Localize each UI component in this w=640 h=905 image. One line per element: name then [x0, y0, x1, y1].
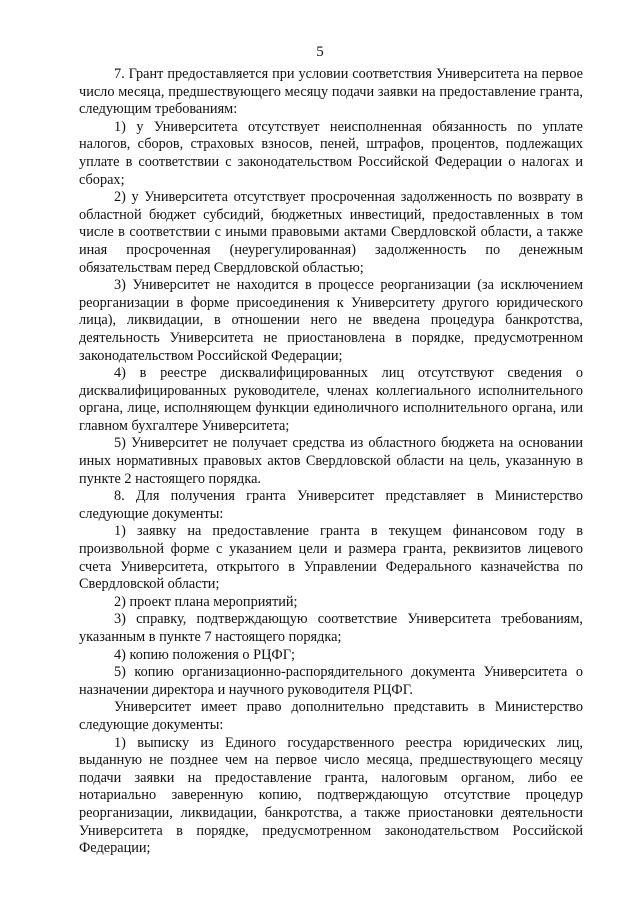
paragraph-8-item-4: 4) копию положения о РЦФГ;: [114, 646, 295, 663]
paragraph-8-item-2: 2) проект плана мероприятий;: [114, 593, 298, 610]
paragraph-8: 8. Для получения гранта Университет представляет в Министерство следующие документы:: [79, 488, 583, 522]
paragraph-7-item-2: 2) у Университета отсутствует просроченная задолженность по возврату в областной бюджет субсидий, бюджетных инвестиций, предоставленных в том числе в соответствии с иными правовыми актами Свердловской области, а также иная просроченная (неурегулированная) задолженность по денежным обязательствам перед Свердловской областью;: [79, 189, 583, 276]
paragraph-8-item-1: 1) заявку на предоставление гранта в текущем финансовом году в произвольной форме с указанием цели и размера гранта, реквизитов лицевого счета Университета, открытого в Управлении Федерального казначейства по Свердловской области;: [79, 523, 583, 593]
page-number: 5: [316, 44, 324, 60]
paragraph-7-item-4: 4) в реестре дисквалифицированных лиц отсутствуют сведения о дисквалифицированных руководителе, членах коллегиального исполнительного органа, лице, исполняющем функции единоличного исполнительного органа, или главном бухгалтере Университета;: [79, 365, 583, 434]
document-body: [79, 66, 583, 858]
paragraph-7: 7. Грант предоставляется при условии соответствия Университета на первое число месяца, предшествующего месяцу подачи заявки на предоставление гранта, следующим требованиям:: [79, 66, 583, 118]
paragraph-7-item-1: 1) у Университета отсутствует неисполненная обязанность по уплате налогов, сборов, страховых взносов, пеней, штрафов, процентов, подлежащих уплате в соответствии с законодательством Российской Федерации о налогах и сборах;: [79, 118, 583, 188]
paragraph-8-item-3: 3) справку, подтверждающую соответствие Университета требованиям, указанным в пункте 7 настоящего порядка;: [79, 611, 583, 645]
paragraph-8-item-5: 5) копию организационно-распорядительного документа Университета о назначении директора и научного руководителя РЦФГ.: [79, 664, 583, 698]
optional-documents-item-1: 1) выписку из Единого государственного реестра юридических лиц, выданную не позднее чем на первое число месяца, предшествующего месяцу подачи заявки на предоставление гранта, налоговым органом, либо ее нотариально заверенную копию, подтверждающую отсутствие процедур реорганизации, ликвидации, банкротства, а также приостановки деятельности Университета в порядке, предусмотренном законодательством Российской Федерации;: [79, 734, 583, 857]
optional-documents-intro: Университет имеет право дополнительно представить в Министерство следующие документы:: [79, 699, 583, 733]
paragraph-7-item-3: 3) Университет не находится в процессе реорганизации (за исключением реорганизации в форме присоединения к Университету другого юридического лица), ликвидации, в отношении него не введена процедура банкротства, деятельность Университета не приостановлена в порядке, предусмотренном законодательством Российской Федерации;: [79, 277, 583, 364]
paragraph-7-item-5: 5) Университет не получает средства из областного бюджета на основании иных нормативных правовых актов Свердловской области на цель, указанную в пункте 2 настоящего порядка.: [79, 435, 583, 487]
